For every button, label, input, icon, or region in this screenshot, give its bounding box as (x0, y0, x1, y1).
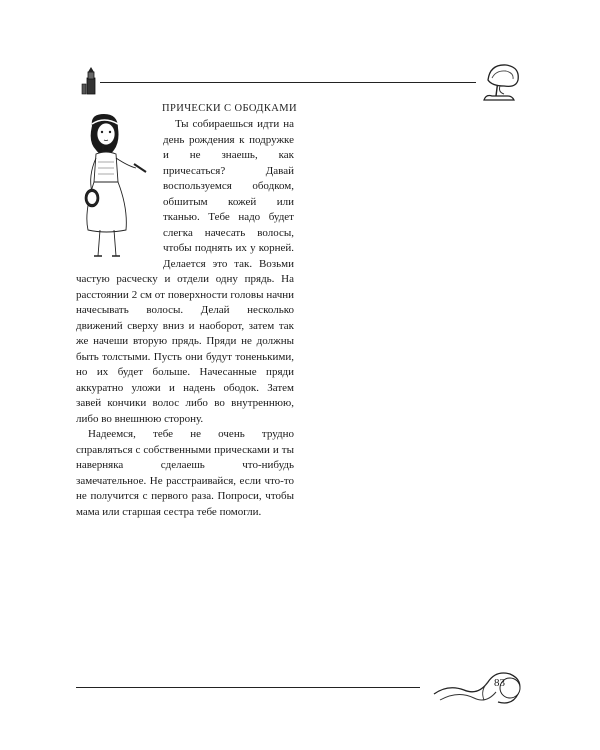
section-title: ПРИЧЕСКИ С ОБОДКАМИ (162, 103, 297, 114)
hair-dryer-icon (478, 60, 524, 104)
body-text (76, 117, 294, 520)
illustration-spacer (76, 117, 163, 267)
paragraph-2: Надеемся, тебе не очень трудно справляться с собственными прическами и ты наверняка сделаешь что-нибудь замечательное. Не расстраивайся, если что-то не получится с первого раза. Попроси, чтобы мама или старшая сестра тебе помогли. (76, 428, 294, 518)
footer-rule (76, 687, 420, 688)
header-rule (100, 82, 476, 83)
lipstick-icon (80, 66, 102, 96)
paragraph-1: Ты собираешься идти на день рождения к подружке и не знаешь, как причесаться? Давай воспользуемся ободком, обшитым кожей или тканью. Тебе надо будет слегка начесать волосы, чтобы поднять их у корней. Делается это так. Возьми частую расческу и отдели одну прядь. На расстоянии 2 см от поверхности головы начни начесывать волосы. Делай несколько движений сверху вниз и наоборот, затем так же начеши вторую прядь. Пряди не должны быть толстыми. Пусть они будут тоненькими, но их будет больше. Начесанные пряди аккуратно уложи и надень ободок. Затем завей кончики волос либо во внутреннюю, либо во внешнюю сторону. (76, 118, 294, 425)
swirl-ornament-icon (430, 660, 526, 712)
page-number: 83 (494, 677, 505, 689)
